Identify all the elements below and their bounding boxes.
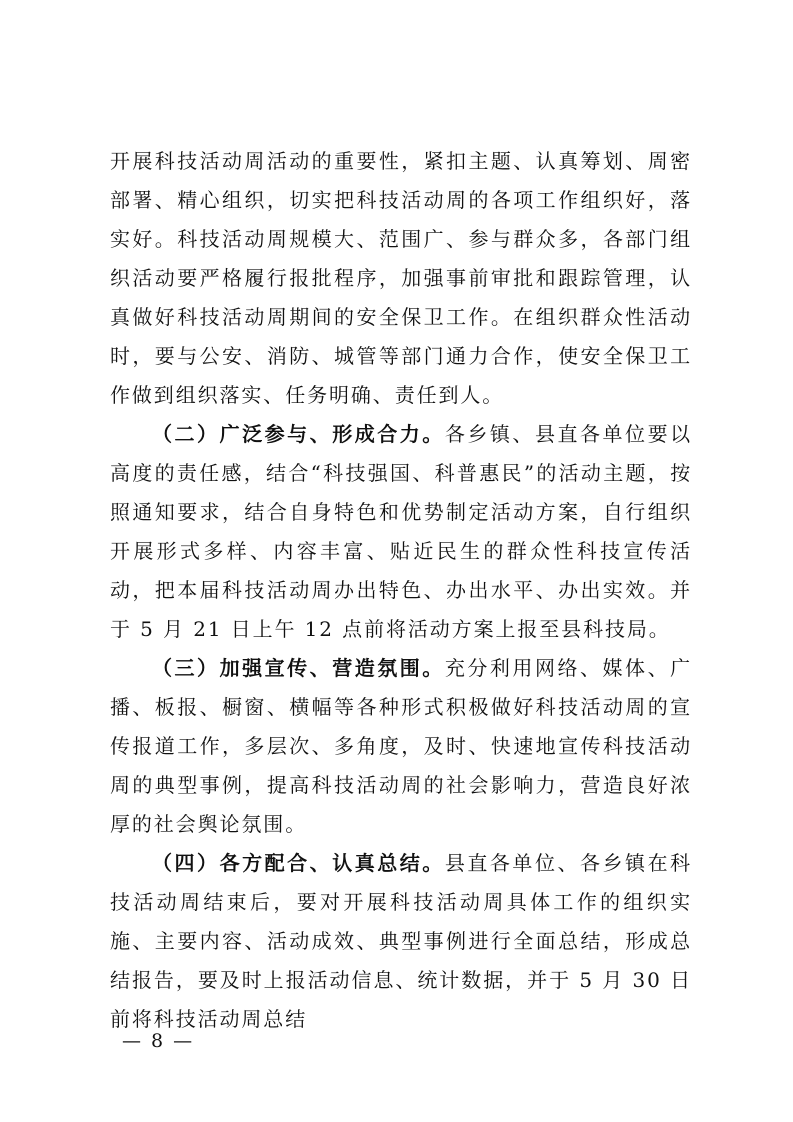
paragraph-section-2: [110, 415, 692, 649]
paragraph-continuation: [110, 142, 692, 415]
paragraph-text: 充分利用网络、媒体、广播、板报、橱窗、横幅等各种形式积极做好科技活动周的宣传报道工作，多层次、多角度，及时、快速地宣传科技活动周的典型事例，提高科技活动周的社会影响力，营造良好浓厚的社会舆论氛围。: [110, 656, 693, 836]
section-heading: （三）加强宣传、营造氛围。: [152, 656, 445, 680]
paragraph-text: 县直各单位、各乡镇在科技活动周结束后，要对开展科技活动周具体工作的组织实施、主要内容、活动成效、典型事例进行全面总结，形成总结报告，要及时上报活动信息、统计数据，并于 5 月 30 日前将科技活动周总结: [110, 851, 693, 1031]
document-body: [110, 142, 692, 1039]
page-number: — 8 —: [122, 1030, 195, 1052]
section-heading: （二）广泛参与、形成合力。: [152, 422, 445, 446]
paragraph-section-4: [110, 844, 692, 1039]
paragraph-section-3: [110, 649, 692, 844]
paragraph-text: 各乡镇、县直各单位要以高度的责任感，结合“科技强国、科普惠民”的活动主题，按照通知要求，结合自身特色和优势制定活动方案，自行组织开展形式多样、内容丰富、贴近民生的群众性科技宣传活动，把本届科技活动周办出特色、办出水平、办出实效。并于 5 月 21 日上午 12 点前将活动方案上报至县科技局。: [110, 422, 693, 641]
paragraph-text: 开展科技活动周活动的重要性，紧扣主题、认真筹划、周密部署、精心组织，切实把科技活动周的各项工作组织好，落实好。科技活动周规模大、范围广、参与群众多，各部门组织活动要严格履行报批程序，加强事前审批和跟踪管理，认真做好科技活动周期间的安全保卫工作。在组织群众性活动时，要与公安、消防、城管等部门通力合作，使安全保卫工作做到组织落实、任务明确、责任到人。: [110, 149, 692, 407]
section-heading: （四）各方配合、认真总结。: [152, 851, 445, 875]
